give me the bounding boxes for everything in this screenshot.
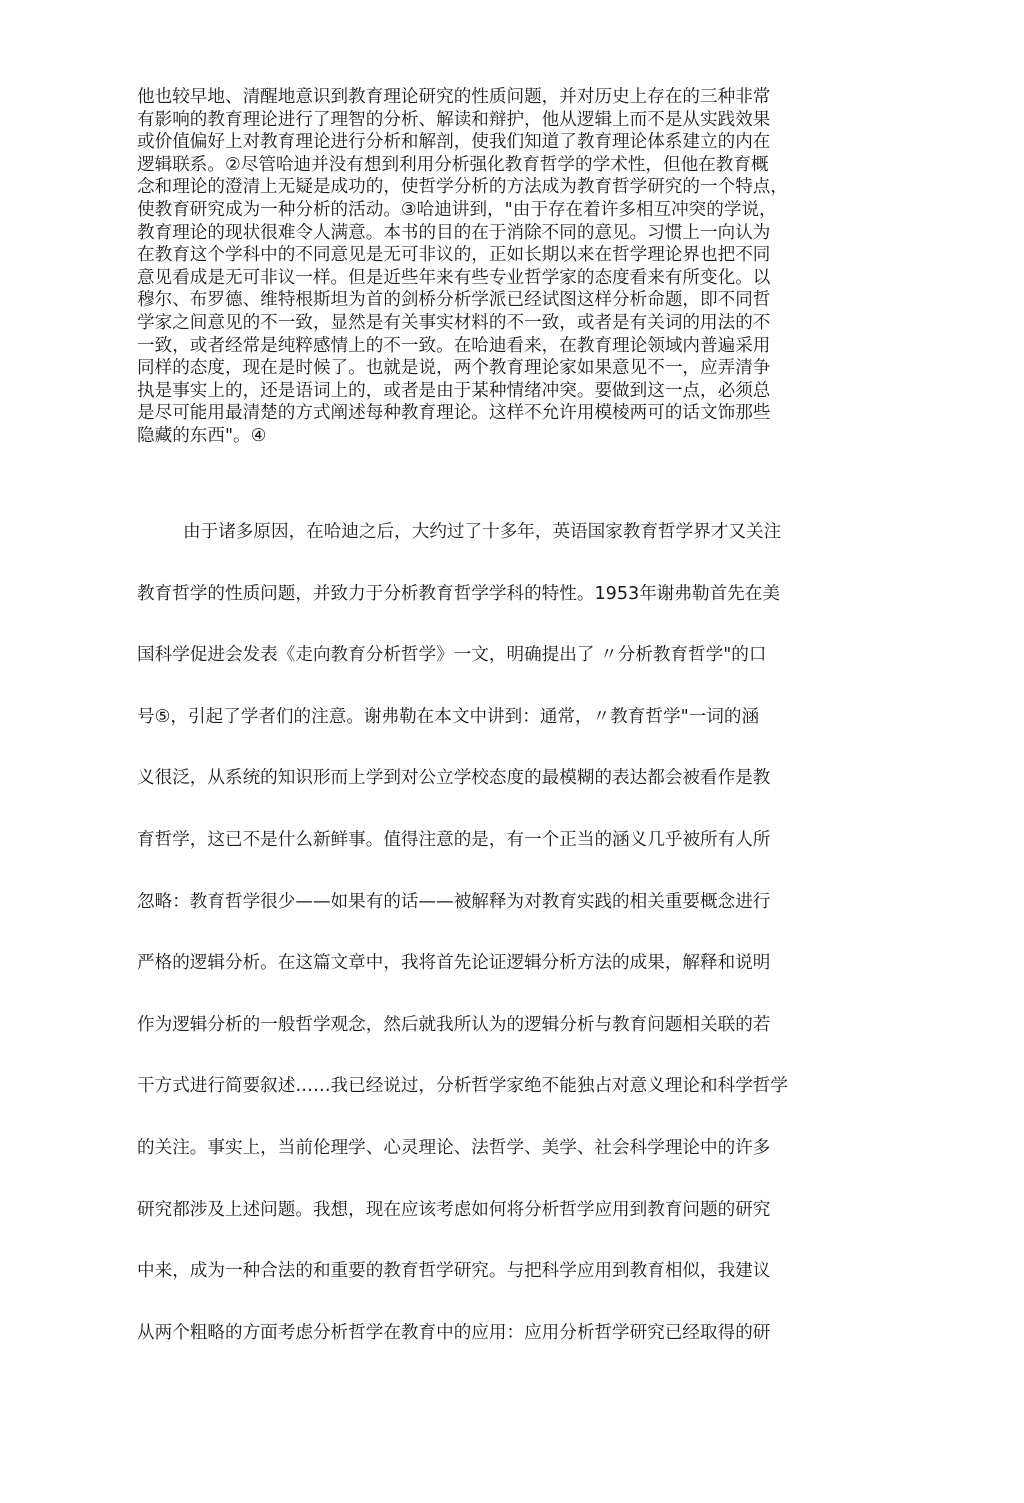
text-line: 使教育研究成为一种分析的活动。③哈迪讲到，"由于存在着许多相互冲突的学说，: [137, 199, 777, 220]
text-line: 研究都涉及上述问题。我想，现在应该考虑如何将分析哲学应用到教育问题的研究: [137, 1199, 771, 1220]
text-line: 国科学促进会发表《走向教育分析哲学》一文，明确提出了 〃分析教育哲学"的口: [137, 645, 767, 666]
text-line: 在教育这个学科中的不同意见是无可非议的，正如长期以来在哲学理论界也把不同: [137, 245, 771, 266]
text-line: 逻辑联系。②尽管哈迪并没有想到利用分析强化教育哲学的学术性，但他在教育概: [137, 154, 769, 175]
text-line: 或价值偏好上对教育理论进行分析和解剖，使我们知道了教育理论体系建立的内在: [137, 132, 771, 153]
text-line: 义很泛，从系统的知识形而上学到对公立学校态度的最模糊的表达都会被看作是教: [137, 768, 771, 789]
text-line: 念和理论的澄清上无疑是成功的，使哲学分析的方法成为教育哲学研究的一个特点，: [137, 177, 788, 198]
text-line: 学家之间意见的不一致，显然是有关事实材料的不一致，或者是有关词的用法的不: [137, 312, 771, 333]
text-line: 隐藏的东西"。④: [137, 425, 267, 446]
text-line: 意见看成是无可非议一样。但是近些年来有些专业哲学家的态度看来有所变化。以: [137, 267, 771, 288]
text-line: 作为逻辑分析的一般哲学观念，然后就我所认为的逻辑分析与教育问题相关联的若: [137, 1014, 771, 1035]
text-line: 的关注。事实上，当前伦理学、心灵理论、法哲学、美学、社会科学理论中的许多: [137, 1137, 771, 1158]
text-line: 有影响的教育理论进行了理智的分析、解读和辩护，他从逻辑上而不是从实践效果: [137, 109, 771, 130]
text-line: 干方式进行简要叙述……我已经说过，分析哲学家绝不能独占对意义理论和科学哲学: [137, 1076, 788, 1097]
text-line: 教育理论的现状很难令人满意。本书的目的在于消除不同的意见。习惯上一向认为: [137, 222, 771, 243]
text-line: 穆尔、布罗德、维特根斯坦为首的剑桥分析学派已经试图这样分析命题，即不同哲: [137, 290, 771, 311]
paragraph-scheffler: [137, 518, 857, 1380]
text-line: 忽略：教育哲学很少——如果有的话——被解释为对教育实践的相关重要概念进行: [137, 891, 771, 912]
text-line: 他也较早地、清醒地意识到教育理论研究的性质问题，并对历史上存在的三种非常: [137, 87, 771, 107]
text-line: 同样的态度，现在是时候了。也就是说，两个教育理论家如果意见不一，应弄清争: [137, 358, 771, 379]
text-line: 号⑤，引起了学者们的注意。谢弗勒在本文中讲到：通常，〃教育哲学"一词的涵: [137, 706, 760, 727]
text-line: 教育哲学的性质问题，并致力于分析教育哲学学科的特性。1953年谢弗勒首先在美: [137, 583, 780, 604]
text-line: 育哲学，这已不是什么新鲜事。值得注意的是，有一个正当的涵义几乎被所有人所: [137, 829, 771, 850]
text-line: 从两个粗略的方面考虑分析哲学在教育中的应用：应用分析哲学研究已经取得的研: [137, 1322, 771, 1343]
text-line: 严格的逻辑分析。在这篇文章中，我将首先论证逻辑分析方法的成果，解释和说明: [137, 953, 771, 974]
text-line: 由于诸多原因，在哈迪之后，大约过了十多年，英语国家教育哲学界才又关注: [183, 522, 782, 542]
text-line: 一致，或者经常是纯粹感情上的不一致。在哈迪看来，在教育理论领域内普遍采用: [137, 335, 771, 356]
text-line: 中来，成为一种合法的和重要的教育哲学研究。与把科学应用到教育相似，我建议: [137, 1261, 771, 1282]
paragraph-hardie: [137, 86, 857, 448]
text-line: 是尽可能用最清楚的方式阐述每种教育理论。这样不允许用模棱两可的话文饰那些: [137, 403, 771, 424]
text-line: 执是事实上的，还是语词上的，或者是由于某种情绪冲突。要做到这一点，必须总: [137, 380, 771, 401]
